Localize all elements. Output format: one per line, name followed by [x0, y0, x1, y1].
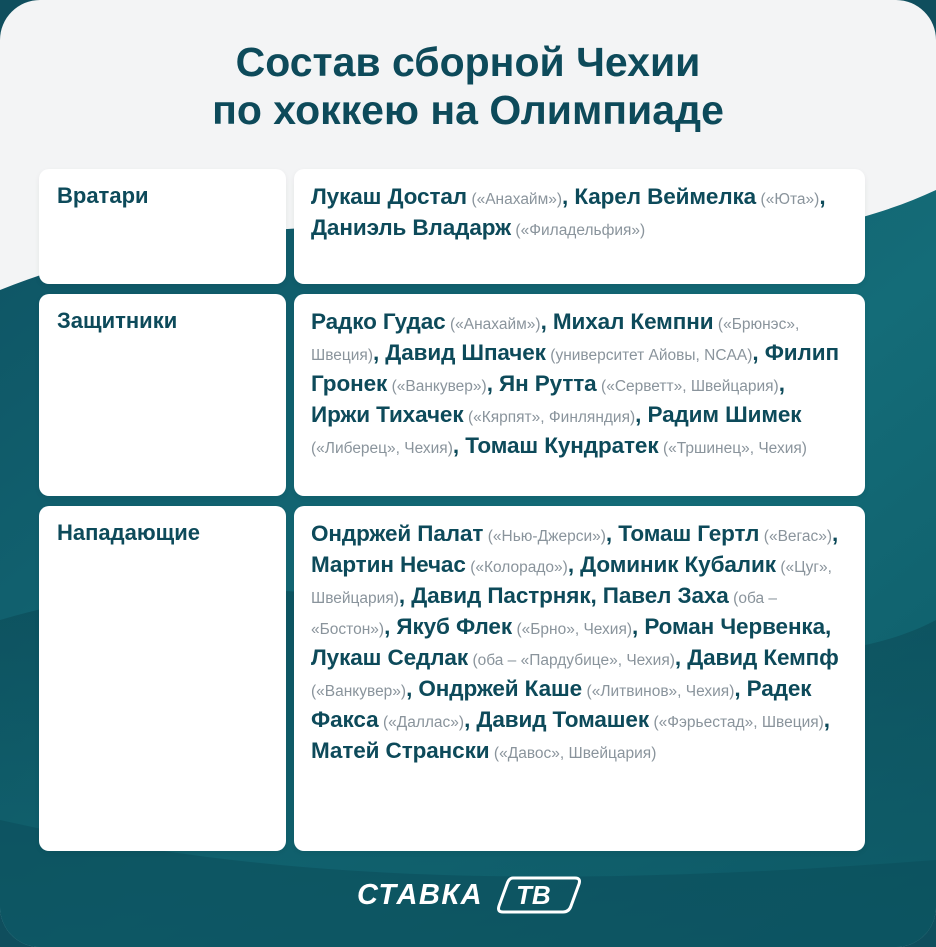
- player-name: Томаш Гертл: [618, 521, 760, 546]
- separator: ,: [734, 676, 747, 701]
- goalies-label: Вратари: [57, 183, 149, 208]
- separator: ,: [398, 583, 412, 608]
- separator: ,: [464, 707, 477, 732]
- player-club: («Анахайм»): [471, 191, 563, 208]
- separator: ,: [674, 645, 688, 670]
- player-name: Томаш Кундратек: [465, 433, 659, 458]
- title-line-2: по хоккею на Олимпиаде: [212, 87, 724, 133]
- player-name: Даниэль Владарж: [311, 215, 511, 240]
- player-club: (оба – «Бостон»): [311, 590, 778, 638]
- player-club: («Либерец», Чехия): [311, 440, 453, 457]
- forwards-list-card: [294, 506, 865, 851]
- separator: ,: [752, 340, 765, 365]
- player-club: («Филадельфия»): [515, 222, 646, 239]
- player-club: («Брно», Чехия): [516, 621, 633, 638]
- player-name: Радко Гудас: [311, 309, 446, 334]
- player-club: (оба – «Пардубице», Чехия): [472, 652, 675, 669]
- player-name: Михал Кемпни: [552, 309, 714, 334]
- player-club: («Даллас»): [382, 714, 465, 731]
- defense-label-card: [39, 294, 286, 496]
- player-name: Радим Шимек: [647, 402, 802, 427]
- player-name: Роман Червенка, Лукаш Седлак: [311, 614, 832, 670]
- player-club: («Колорадо»): [470, 559, 568, 576]
- separator: ,: [452, 433, 466, 458]
- separator: ,: [819, 184, 826, 209]
- forwards-label: Нападающие: [57, 520, 200, 545]
- player-club: («Литвинов», Чехия): [586, 683, 735, 700]
- defense-list-card: [294, 294, 865, 496]
- separator: ,: [778, 371, 785, 396]
- separator: ,: [605, 521, 619, 546]
- player-club: («Тршинец», Чехия): [662, 440, 807, 457]
- player-name: Давид Пастрняк, Павел Заха: [411, 583, 729, 608]
- separator: ,: [486, 371, 500, 396]
- player-name: Ондржей Каше: [418, 676, 583, 701]
- logo-text: СТАВКА: [357, 879, 484, 911]
- player-club: («Ванкувер»): [391, 378, 487, 395]
- player-name: Матей Странски: [311, 738, 490, 763]
- player-club: («Анахайм»): [449, 316, 541, 333]
- player-name: Доминик Кубалик: [580, 552, 776, 577]
- player-name: Давид Шпачек: [385, 340, 546, 365]
- player-name: Давид Кемпф: [687, 645, 839, 670]
- player-name: Давид Томашек: [476, 707, 649, 732]
- player-club: («Брюнэс», Швеция): [311, 316, 800, 364]
- page-title: [0, 38, 936, 134]
- defense-label: Защитники: [57, 308, 178, 333]
- player-name: Радек Факса: [311, 676, 812, 732]
- player-club: («Фэрьестад», Швеция): [653, 714, 824, 731]
- player-name: Ян Рутта: [499, 371, 597, 396]
- player-name: Мартин Нечас: [311, 552, 466, 577]
- separator: ,: [635, 402, 648, 427]
- forwards-label-card: [39, 506, 286, 851]
- player-club: («Серветт», Швейцария): [601, 378, 779, 395]
- player-club: («Нью-Джерси»): [487, 528, 606, 545]
- goalies-label-card: [39, 169, 286, 284]
- player-name: Якуб Флек: [396, 614, 512, 639]
- player-name: Иржи Тихачек: [311, 402, 464, 427]
- player-name: Лукаш Достал: [311, 184, 467, 209]
- separator: ,: [823, 707, 830, 732]
- goalies-list-card: [294, 169, 865, 284]
- player-name: Ондржей Палат: [311, 521, 484, 546]
- title-line-1: Состав сборной Чехии: [235, 39, 701, 85]
- player-name: Карел Веймелка: [574, 184, 757, 209]
- logo-mark: [353, 870, 583, 916]
- separator: ,: [372, 340, 386, 365]
- player-club: («Ванкувер»): [311, 683, 407, 700]
- stavka-tv-logo: [0, 870, 936, 921]
- player-name: Филип Гронек: [311, 340, 839, 396]
- separator: ,: [567, 552, 581, 577]
- player-club: (университет Айовы, NCAA): [550, 347, 753, 364]
- player-club: («Давос», Швейцария): [493, 745, 657, 762]
- separator: ,: [832, 521, 839, 546]
- player-club: («Кярпят», Финляндия): [467, 409, 636, 426]
- separator: ,: [632, 614, 645, 639]
- player-club: («Юта»): [760, 191, 820, 208]
- separator: ,: [406, 676, 419, 701]
- separator: ,: [384, 614, 397, 639]
- logo-badge: ТВ: [516, 880, 551, 910]
- player-club: («Цуг», Швейцария): [311, 559, 832, 607]
- separator: ,: [540, 309, 553, 334]
- player-club: («Вегас»): [763, 528, 833, 545]
- separator: ,: [562, 184, 575, 209]
